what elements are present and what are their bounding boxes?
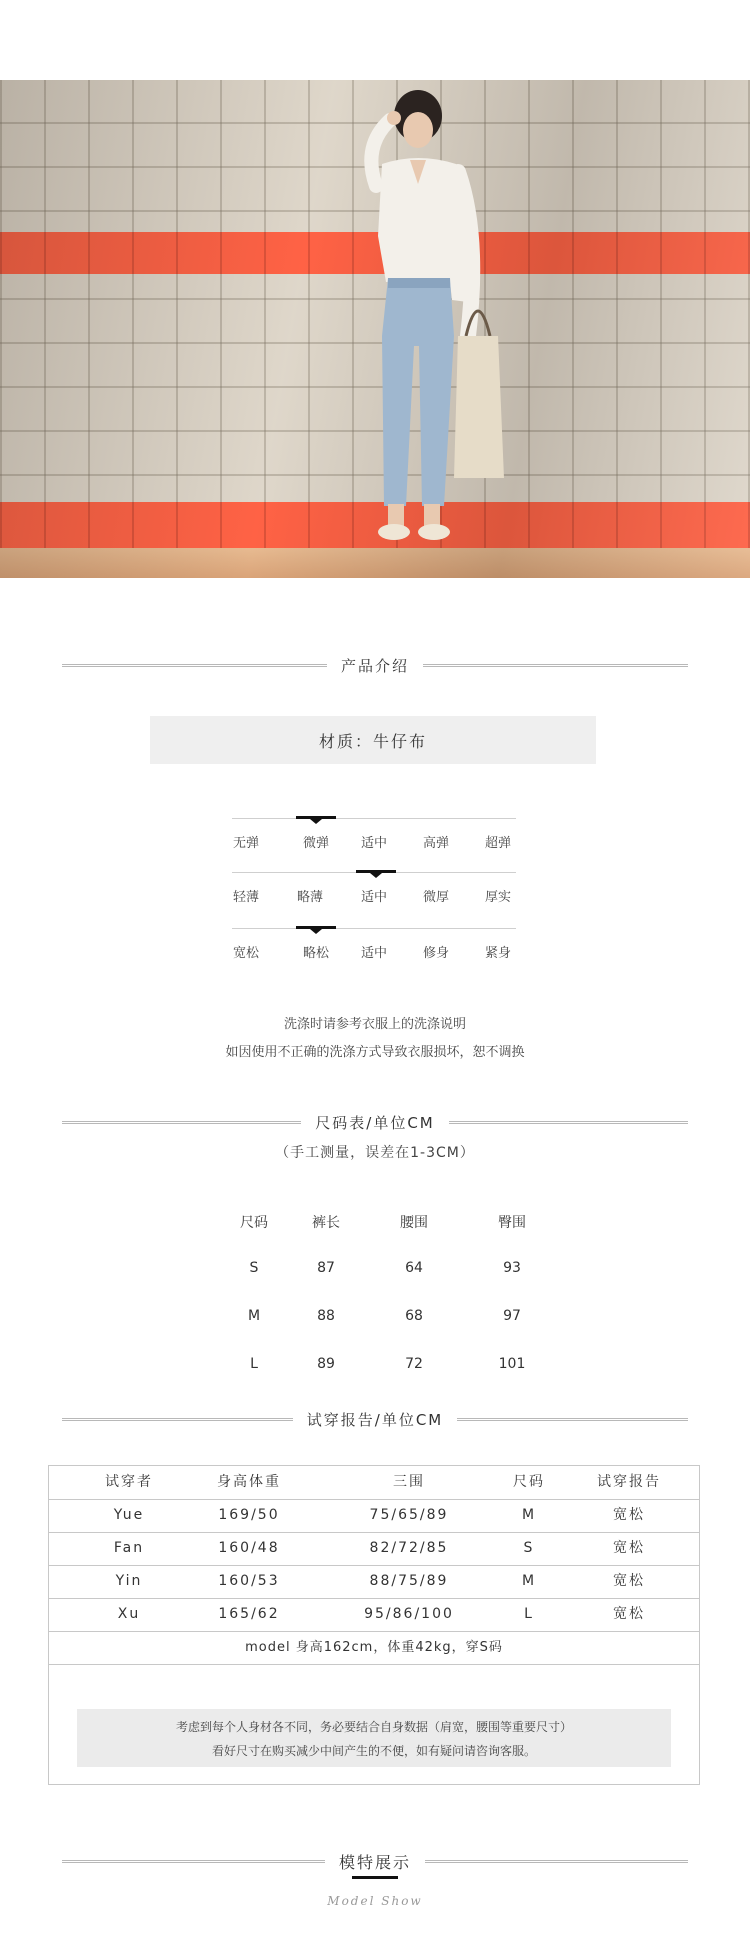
model-show-section-title [62,1849,688,1873]
size-section-title [62,1110,688,1134]
size-cell: 101 [498,1356,526,1372]
tryon-header: 尺码 [513,1474,545,1490]
size-cell: 93 [503,1260,521,1276]
tryon-cell: Yue [113,1507,145,1523]
tryon-cell: 165/62 [218,1606,280,1622]
tryon-cell: 169/50 [218,1507,280,1523]
tryon-cell: 宽松 [613,1606,645,1622]
tryon-cell: 宽松 [613,1540,645,1556]
title-rule-right [425,1860,688,1863]
tryon-header: 试穿报告 [597,1474,661,1490]
model-show-title: 模特展示 [339,1852,412,1872]
tryon-cell: 95/86/100 [364,1606,454,1622]
size-header: 尺码 [240,1215,268,1231]
wash-note-1: 洗涤时请参考衣服上的洗涤说明 [283,1017,466,1032]
table-row [49,1532,699,1566]
table-row [49,1598,699,1632]
tryon-cell: 160/48 [218,1540,280,1556]
size-cell: 97 [503,1308,521,1324]
size-cell: 68 [405,1308,423,1324]
scale-option: 紧身 [484,946,511,961]
table-row [49,1499,699,1533]
tryon-cell: Fan [113,1540,145,1556]
tryon-cell: 宽松 [613,1573,645,1589]
scale-option: 适中 [360,946,387,961]
scale-option: 微弹 [302,836,329,851]
title-rule-left [62,1860,325,1863]
size-title: 尺码表/单位CM [315,1113,435,1132]
table-row [49,1565,699,1599]
tryon-table [48,1465,700,1785]
intro-title: 产品介绍 [341,656,410,675]
size-cell: 64 [405,1260,423,1276]
model-note: model 身高162cm，体重42kg，穿S码 [49,1631,699,1665]
tryon-cell: L [524,1606,534,1622]
hero-photo [0,80,750,578]
advice-panel [77,1709,671,1767]
material-text: 材质：牛仔布 [318,731,427,751]
model-figure [318,86,518,566]
wash-note-2: 如因使用不正确的洗涤方式导致衣服损坏，恕不调换 [225,1045,525,1060]
tryon-cell: 82/72/85 [369,1540,449,1556]
tryon-header: 身高体重 [217,1474,281,1490]
tryon-cell: S [523,1540,535,1556]
selected-marker [296,926,336,929]
tryon-header: 三围 [393,1474,425,1490]
tryon-cell: Xu [117,1606,141,1622]
scale-option: 宽松 [232,946,259,961]
size-subtitle: （手工测量，误差在1-3CM） [275,1145,475,1161]
tryon-cell: 160/53 [218,1573,280,1589]
scale-option: 微厚 [422,890,449,905]
scale-option: 高弹 [422,836,449,851]
tryon-cell: Yin [115,1573,143,1589]
fit-scale [232,928,516,961]
scale-rule [232,928,516,929]
scale-option: 轻薄 [232,890,259,905]
title-underline [352,1876,398,1879]
size-header: 裤长 [312,1215,340,1231]
tryon-cell: 75/65/89 [369,1507,449,1523]
tryon-cell: M [521,1573,537,1589]
scale-option: 略薄 [296,890,323,905]
title-rule-left [62,1121,301,1124]
tryon-cell: 宽松 [613,1507,645,1523]
scale-option: 厚实 [484,890,511,905]
size-header: 臀围 [498,1215,526,1231]
selected-marker [296,816,336,819]
title-rule-left [62,664,327,667]
tryon-title: 试穿报告/单位CM [306,1410,444,1429]
size-header: 腰围 [400,1215,428,1231]
advice-line-2: 看好尺寸在购买减少中间产生的不便，如有疑问请咨询客服。 [211,1744,536,1758]
title-rule-left [62,1418,293,1421]
size-cell: 72 [405,1356,423,1372]
advice-line-1: 考虑到每个人身材各不同，务必要结合自身数据（肩宽，腰围等重要尺寸） [175,1720,572,1734]
size-cell: 88 [317,1308,335,1324]
intro-section-title [62,653,688,677]
model-show-subtitle: Model Show [327,1894,423,1908]
material-panel [150,716,596,764]
scale-option: 超弹 [484,836,511,851]
size-cell: L [250,1356,258,1372]
thickness-scale [232,872,516,905]
size-cell: 89 [317,1356,335,1372]
tryon-header: 试穿者 [105,1474,153,1490]
title-rule-right [457,1418,688,1421]
elasticity-scale [232,818,516,851]
scale-option: 无弹 [232,836,259,851]
title-rule-right [423,664,688,667]
scale-option: 修身 [422,946,449,961]
scale-rule [232,818,516,819]
size-cell: 87 [317,1260,335,1276]
size-cell: S [249,1260,259,1276]
tryon-header-row [49,1466,699,1500]
size-cell: M [247,1308,261,1324]
title-rule-right [449,1121,688,1124]
tryon-section-title [62,1407,688,1431]
tryon-cell: 88/75/89 [369,1573,449,1589]
scale-option: 适中 [360,836,387,851]
scale-option: 略松 [302,946,329,961]
tryon-cell: M [521,1507,537,1523]
scale-option: 适中 [360,890,387,905]
selected-marker [356,870,396,873]
